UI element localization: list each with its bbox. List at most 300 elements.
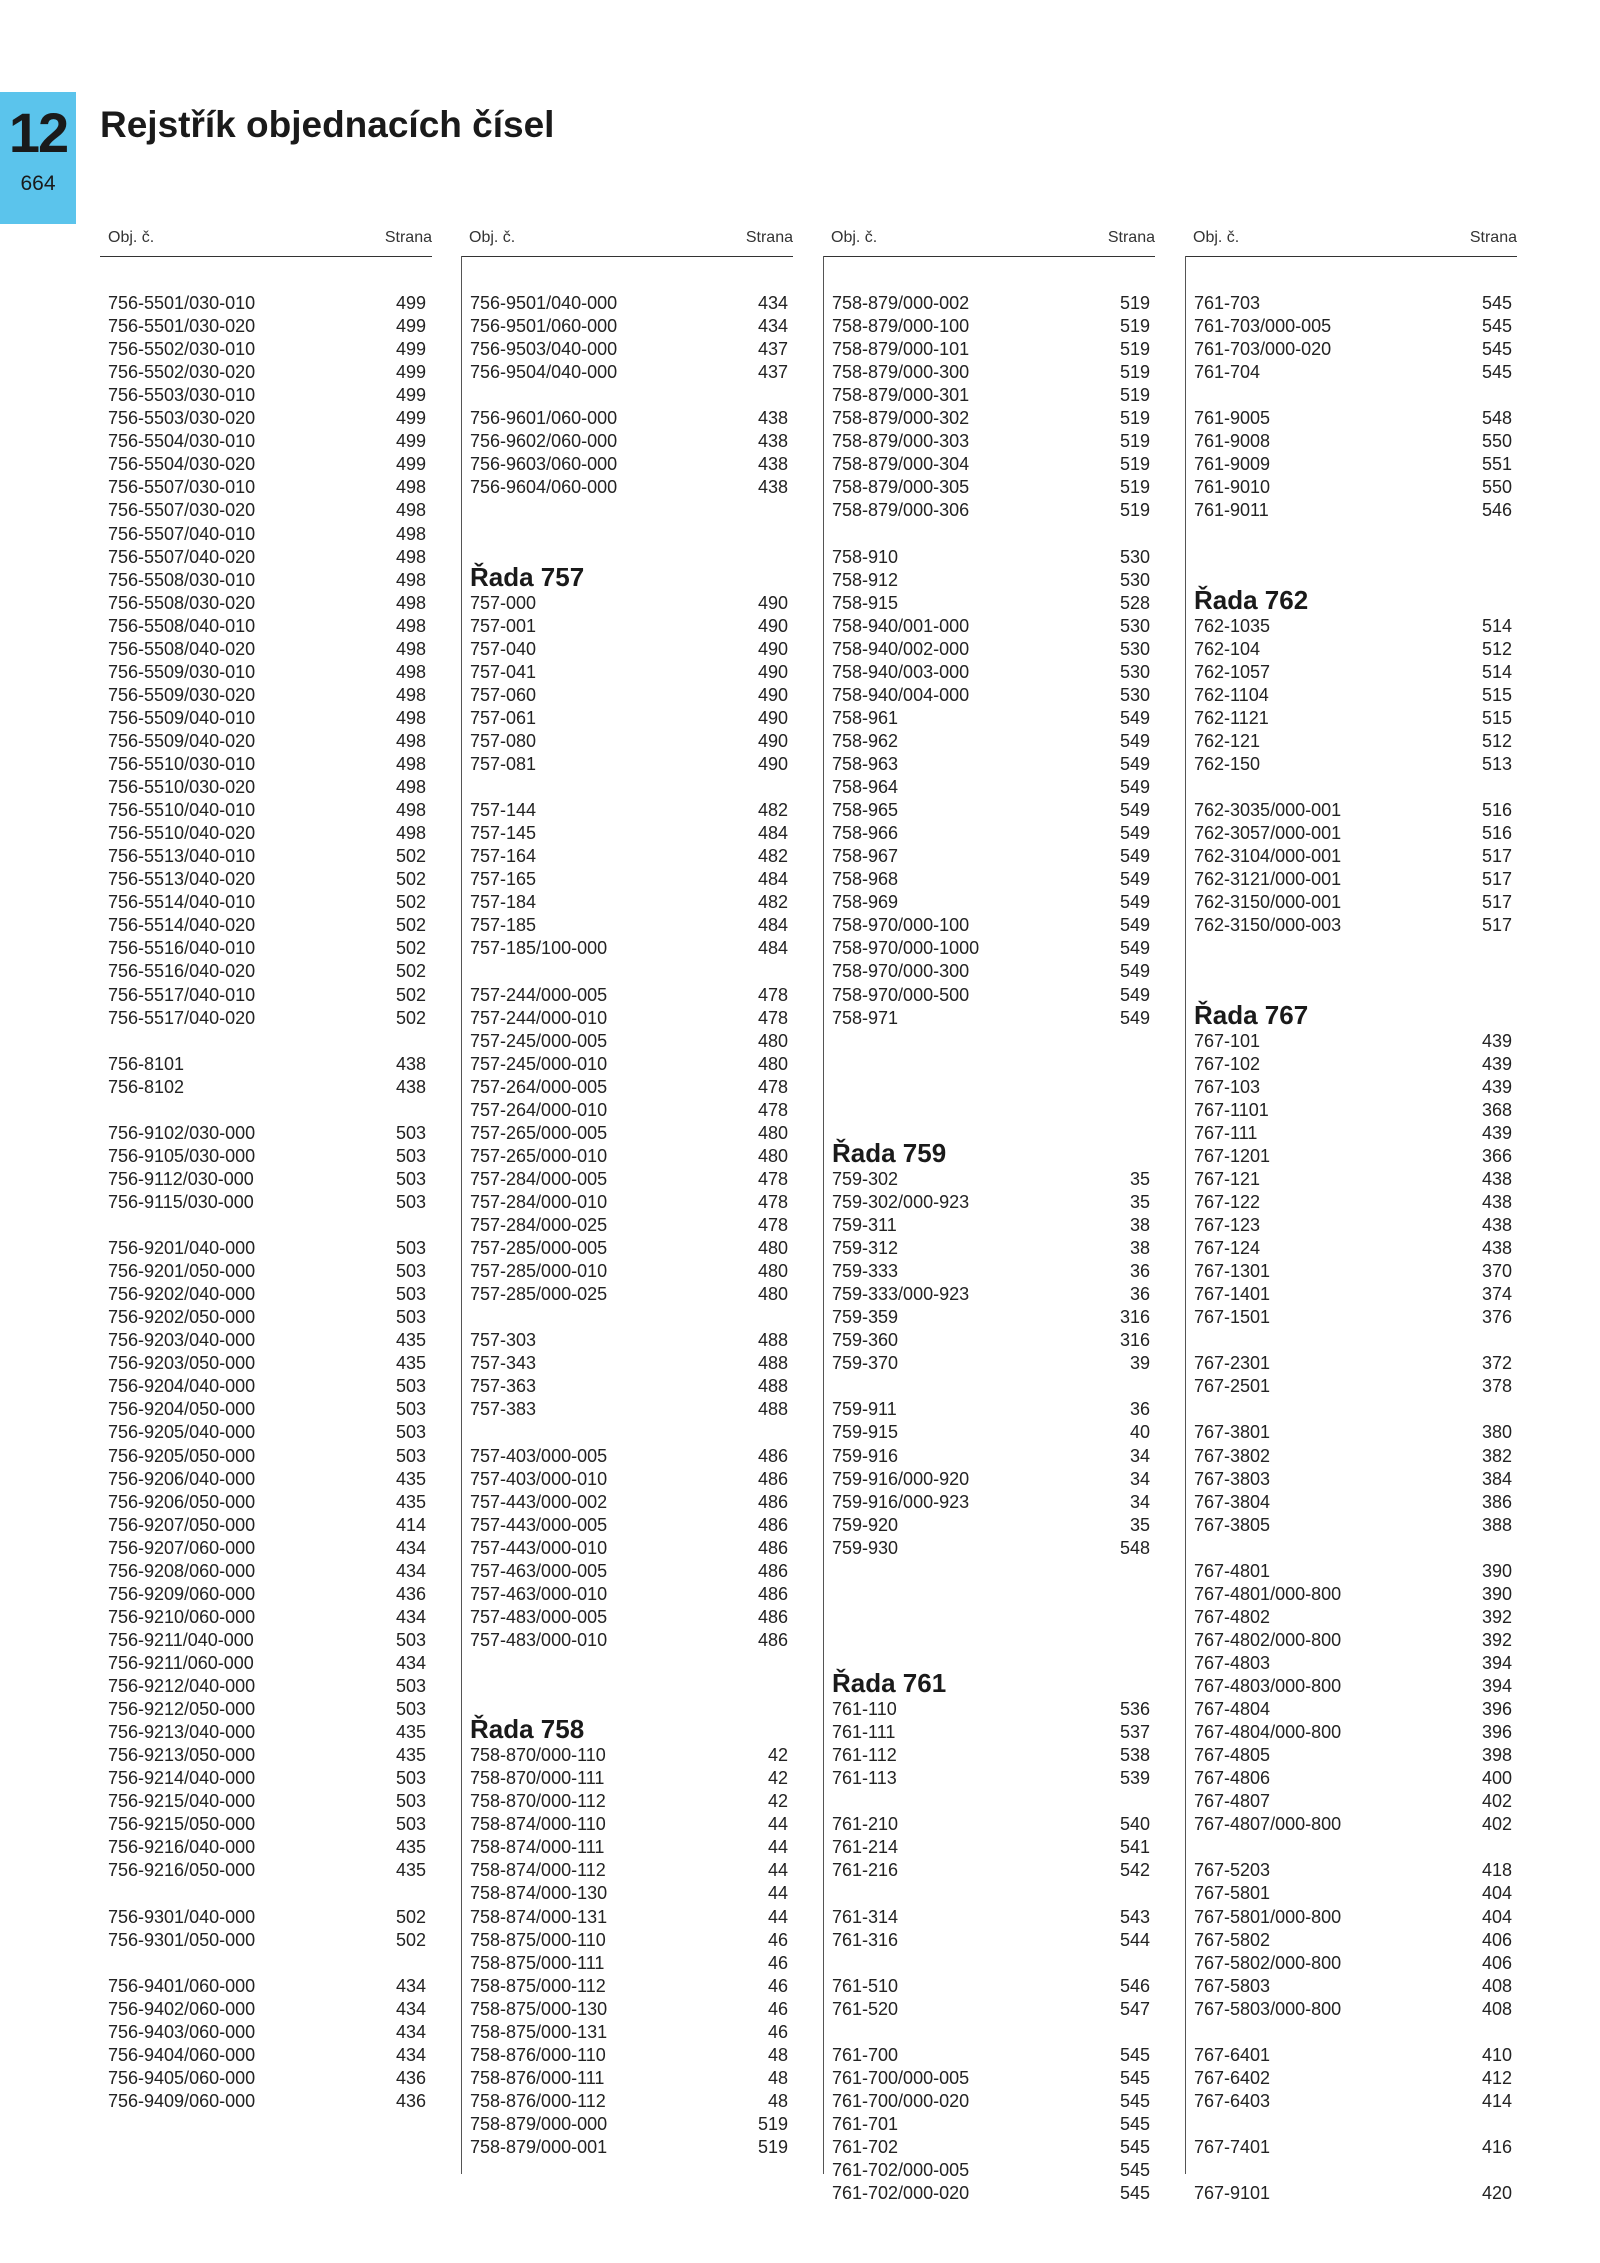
order-number: 767-7401	[1194, 2137, 1271, 2157]
page-ref: 438	[395, 1076, 426, 1097]
order-number: 767-4803/000-800	[1194, 1676, 1342, 1696]
index-row	[108, 1583, 432, 1606]
index-row	[832, 407, 1156, 430]
index-row	[470, 753, 794, 776]
page-ref: 414	[1481, 2090, 1512, 2111]
order-number: 761-314	[832, 1906, 899, 1927]
order-number: 767-4807	[1194, 1791, 1271, 1812]
index-row	[1194, 1952, 1518, 1975]
order-number: 756-9211/060-000	[108, 1652, 254, 1673]
header-page-label: Strana	[745, 229, 793, 246]
page-ref: 488	[757, 1376, 788, 1397]
page-ref: 486	[757, 1583, 788, 1604]
index-row	[108, 960, 432, 983]
order-number: 756-9206/050-000	[108, 1491, 256, 1512]
index-row	[1194, 1882, 1518, 1905]
page-ref: 498	[395, 707, 426, 728]
index-row	[108, 1421, 432, 1444]
index-row	[832, 1007, 1156, 1030]
page-ref: 549	[1119, 984, 1150, 1005]
order-number: 761-9005	[1194, 408, 1271, 429]
order-number: 756-5514/040-010	[108, 892, 256, 913]
page-ref: 545	[1119, 2067, 1150, 2088]
index-row	[108, 984, 432, 1007]
index-row	[1194, 753, 1518, 776]
order-number: 767-4806	[1194, 1768, 1271, 1789]
page-ref: 412	[1481, 2067, 1512, 2088]
order-number: 756-5516/040-020	[108, 961, 256, 982]
page-ref: 545	[1481, 316, 1512, 337]
order-number: 757-403/000-005	[470, 1445, 608, 1466]
index-row	[470, 407, 794, 430]
order-number: 767-6403	[1194, 2090, 1271, 2111]
index-row	[470, 1952, 794, 1975]
page-ref: 546	[1481, 500, 1512, 521]
index-row	[832, 1306, 1156, 1329]
order-number: 758-940/003-000	[832, 661, 970, 682]
index-row	[108, 1168, 432, 1191]
page-ref: 502	[395, 984, 426, 1005]
order-number: 758-875/000-111	[470, 1952, 605, 1973]
page-ref: 436	[395, 1583, 426, 1604]
order-number: 756-9204/040-000	[108, 1376, 256, 1397]
index-row	[1194, 1998, 1518, 2021]
order-number: 756-9301/040-000	[108, 1906, 256, 1927]
index-row	[1194, 845, 1518, 868]
index-row	[1194, 430, 1518, 453]
index-row	[470, 2090, 794, 2113]
page-ref: 478	[757, 984, 788, 1005]
page-ref: 549	[1119, 915, 1150, 936]
page-ref: 435	[395, 1722, 426, 1743]
index-row	[832, 753, 1156, 776]
index-row	[832, 1998, 1156, 2021]
page-ref: 549	[1119, 800, 1150, 821]
index-row	[470, 1445, 794, 1468]
index-row	[832, 292, 1156, 315]
index-row	[1194, 868, 1518, 891]
page-ref: 439	[1481, 1076, 1512, 1097]
order-number: 756-5501/030-020	[108, 316, 256, 337]
index-row	[108, 384, 432, 407]
order-number: 756-9203/040-000	[108, 1330, 256, 1351]
index-row	[470, 430, 794, 453]
order-number: 761-9009	[1194, 454, 1271, 475]
page-ref: 386	[1481, 1491, 1512, 1512]
page-ref: 392	[1481, 1606, 1512, 1627]
order-number: 756-5507/040-020	[108, 546, 256, 567]
order-number: 767-6402	[1194, 2067, 1271, 2088]
index-row	[1194, 1721, 1518, 1744]
index-row	[1194, 1445, 1518, 1468]
index-row	[108, 1145, 432, 1168]
order-number: 759-911	[832, 1399, 897, 1420]
index-row	[832, 2044, 1156, 2067]
page-ref: 549	[1119, 846, 1150, 867]
order-number: 767-101	[1194, 1030, 1261, 1051]
order-number: 757-164	[470, 846, 537, 867]
page-ref: 394	[1481, 1676, 1512, 1696]
order-number: 756-9504/040-000	[470, 362, 618, 383]
order-number: 767-2301	[1194, 1353, 1271, 1374]
page-ref: 545	[1119, 2113, 1150, 2134]
index-row	[470, 1906, 794, 1929]
index-row	[1194, 914, 1518, 937]
order-number: 756-9209/060-000	[108, 1583, 256, 1604]
order-number: 756-9216/050-000	[108, 1860, 256, 1881]
index-row	[470, 615, 794, 638]
page-title: Rejstřík objednacích čísel	[100, 104, 555, 145]
index-row	[108, 292, 432, 315]
order-number: 757-265/000-005	[470, 1122, 608, 1143]
index-row	[1194, 292, 1518, 315]
order-number: 759-370	[832, 1353, 899, 1374]
index-row	[1194, 1514, 1518, 1537]
index-row	[1194, 1929, 1518, 1952]
page-ref: 36	[1129, 1399, 1150, 1420]
index-row	[108, 684, 432, 707]
page-ref: 549	[1119, 869, 1150, 890]
page-ref: 502	[395, 892, 426, 913]
page-ref: 528	[1119, 592, 1150, 613]
order-number: 758-874/000-130	[470, 1883, 608, 1904]
index-row	[108, 1191, 432, 1214]
page-ref: 42	[767, 1791, 788, 1812]
column-header	[100, 225, 432, 257]
page-ref: 36	[1129, 1261, 1150, 1282]
index-row	[470, 1168, 794, 1191]
order-number: 761-112	[832, 1745, 897, 1766]
page-ref: 490	[757, 754, 788, 774]
page-ref: 480	[757, 1261, 788, 1282]
order-number: 767-9101	[1194, 2183, 1271, 2204]
index-row	[832, 338, 1156, 361]
page-ref: 486	[757, 1537, 788, 1558]
order-number: 757-443/000-010	[470, 1537, 608, 1558]
index-row	[832, 615, 1156, 638]
page-ref: 38	[1129, 1238, 1150, 1259]
order-number: 761-520	[832, 1998, 899, 2019]
order-number: 756-5501/030-010	[108, 293, 256, 313]
page-ref: 404	[1481, 1883, 1512, 1904]
page-ref: 503	[395, 1307, 426, 1328]
index-row	[1194, 407, 1518, 430]
order-number: 767-123	[1194, 1215, 1261, 1235]
order-number: 758-879/000-001	[470, 2137, 608, 2157]
page-ref: 382	[1481, 1445, 1512, 1466]
section-heading: Řada 761	[832, 1668, 947, 1698]
page-ref: 368	[1481, 1099, 1512, 1120]
index-row	[108, 1537, 432, 1560]
order-number: 767-124	[1194, 1238, 1261, 1259]
page-ref: 503	[395, 1814, 426, 1835]
page-ref: 503	[395, 1238, 426, 1259]
page-ref: 551	[1481, 454, 1512, 475]
order-number: 757-303	[470, 1330, 537, 1351]
index-row	[1194, 891, 1518, 914]
page-ref: 438	[757, 477, 788, 498]
page-ref: 498	[395, 569, 426, 590]
order-number: 756-5514/040-020	[108, 915, 256, 936]
order-number: 761-702	[832, 2137, 899, 2157]
order-number: 758-876/000-110	[470, 2044, 606, 2065]
order-number: 767-6401	[1194, 2044, 1271, 2065]
order-number: 756-5504/030-010	[108, 431, 256, 452]
index-row	[832, 1398, 1156, 1421]
index-row	[108, 799, 432, 822]
order-number: 761-703/000-020	[1194, 339, 1332, 360]
header-page-label: Strana	[1469, 229, 1517, 246]
order-number: 757-284/000-025	[470, 1215, 608, 1235]
order-number: 756-9501/060-000	[470, 316, 618, 337]
page-ref: 503	[395, 1791, 426, 1812]
page-ref: 390	[1481, 1560, 1512, 1581]
order-number: 756-9503/040-000	[470, 339, 618, 360]
order-number: 759-359	[832, 1307, 899, 1328]
index-row	[470, 1629, 794, 1652]
page-number: 664	[20, 172, 56, 195]
index-row	[470, 891, 794, 914]
page-ref: 546	[1119, 1975, 1150, 1996]
page-ref: 370	[1481, 1261, 1512, 1282]
page-ref: 502	[395, 938, 426, 959]
order-number: 762-150	[1194, 754, 1261, 774]
order-number: 761-110	[832, 1699, 897, 1720]
order-number: 758-968	[832, 869, 899, 890]
index-row	[108, 937, 432, 960]
page-ref: 484	[757, 938, 788, 959]
page-ref: 498	[395, 661, 426, 682]
page-ref: 480	[757, 1284, 788, 1305]
index-row	[1194, 476, 1518, 499]
index-row	[832, 914, 1156, 937]
index-row	[470, 822, 794, 845]
index-row	[108, 2090, 432, 2113]
index-row	[832, 638, 1156, 661]
page-ref: 46	[767, 2021, 788, 2042]
order-number: 756-9208/060-000	[108, 1560, 256, 1581]
index-row	[832, 476, 1156, 499]
page-ref: 502	[395, 1906, 426, 1927]
page-ref: 499	[395, 454, 426, 475]
column-body	[823, 256, 1156, 2204]
page-ref: 434	[395, 1560, 426, 1581]
index-row	[832, 1329, 1156, 1352]
page-ref: 436	[395, 2067, 426, 2088]
order-number: 757-284/000-010	[470, 1191, 608, 1212]
index-row	[108, 2067, 432, 2090]
index-row	[1194, 1352, 1518, 1375]
order-number: 767-5203	[1194, 1860, 1271, 1881]
page-ref: 439	[1481, 1030, 1512, 1051]
order-number: 758-876/000-112	[470, 2090, 606, 2111]
order-number: 756-9405/060-000	[108, 2067, 256, 2088]
page-ref: 435	[395, 1330, 426, 1351]
index-row	[832, 845, 1156, 868]
index-row	[1194, 730, 1518, 753]
order-number: 756-8101	[108, 1053, 185, 1074]
order-number: 756-5509/040-010	[108, 707, 256, 728]
index-row	[832, 1975, 1156, 1998]
page-ref: 503	[395, 1145, 426, 1166]
page-ref: 434	[395, 1606, 426, 1627]
order-number: 761-702/000-005	[832, 2160, 970, 2181]
index-column-2	[461, 225, 793, 2157]
order-number: 756-9202/050-000	[108, 1307, 256, 1328]
order-number: 756-9215/040-000	[108, 1791, 256, 1812]
page-ref: 503	[395, 1122, 426, 1143]
page-ref: 480	[757, 1145, 788, 1166]
order-number: 758-961	[832, 707, 899, 728]
index-row	[470, 1191, 794, 1214]
page-ref: 503	[395, 1399, 426, 1420]
order-number: 756-5509/040-020	[108, 730, 256, 751]
order-number: 761-700/000-005	[832, 2067, 970, 2088]
index-row	[832, 960, 1156, 983]
order-number: 759-915	[832, 1422, 899, 1443]
order-number: 762-3035/000-001	[1194, 800, 1342, 821]
order-number: 758-879/000-100	[832, 316, 970, 337]
order-number: 767-4801	[1194, 1560, 1271, 1581]
order-number: 756-5513/040-010	[108, 846, 256, 867]
page-ref: 35	[1129, 1191, 1150, 1212]
page-ref: 48	[767, 2044, 788, 2065]
order-number: 756-9409/060-000	[108, 2090, 256, 2111]
page-ref: 498	[395, 800, 426, 821]
page-ref: 548	[1119, 1537, 1150, 1558]
index-row	[832, 868, 1156, 891]
index-row	[470, 868, 794, 891]
index-row	[108, 1398, 432, 1421]
page-ref: 519	[1119, 339, 1150, 360]
page-ref: 545	[1481, 362, 1512, 383]
order-number: 758-967	[832, 846, 899, 867]
index-row	[470, 1975, 794, 1998]
index-row	[470, 661, 794, 684]
page-ref: 549	[1119, 938, 1150, 959]
order-number: 757-284/000-005	[470, 1168, 608, 1189]
page-ref: 36	[1129, 1284, 1150, 1305]
page-ref: 519	[1119, 362, 1150, 383]
index-row	[832, 361, 1156, 384]
page-ref: 530	[1119, 638, 1150, 659]
index-row	[108, 476, 432, 499]
page-ref: 438	[1481, 1215, 1512, 1235]
index-row	[108, 707, 432, 730]
page-ref: 498	[395, 777, 426, 798]
order-number: 761-214	[832, 1837, 899, 1858]
order-number: 767-4807/000-800	[1194, 1814, 1342, 1835]
page-ref: 519	[757, 2113, 788, 2134]
order-number: 757-245/000-010	[470, 1053, 608, 1074]
page-ref: 519	[1119, 431, 1150, 452]
page-ref: 499	[395, 362, 426, 383]
page-ref: 482	[757, 800, 788, 821]
page-ref: 478	[757, 1191, 788, 1212]
page-ref: 519	[1119, 454, 1150, 475]
index-row	[470, 1790, 794, 1813]
index-row	[108, 1260, 432, 1283]
page-ref: 35	[1129, 1168, 1150, 1189]
order-number: 757-264/000-005	[470, 1076, 608, 1097]
index-row	[1194, 1606, 1518, 1629]
page-ref: 478	[757, 1168, 788, 1189]
order-number: 756-5502/030-010	[108, 339, 256, 360]
order-number: 761-703	[1194, 293, 1261, 313]
index-row	[832, 1352, 1156, 1375]
page-ref: 503	[395, 1261, 426, 1282]
page-ref: 42	[767, 1745, 788, 1766]
page-ref: 366	[1481, 1145, 1512, 1166]
index-row	[1194, 1421, 1518, 1444]
index-row	[1194, 2067, 1518, 2090]
index-row	[1194, 1790, 1518, 1813]
index-row	[108, 868, 432, 891]
index-row	[470, 1329, 794, 1352]
page-ref: 46	[767, 1998, 788, 2019]
index-row	[108, 1859, 432, 1882]
index-row	[1194, 1145, 1518, 1168]
order-number: 758-940/004-000	[832, 684, 970, 705]
order-number: 767-3805	[1194, 1514, 1271, 1535]
index-row	[832, 1906, 1156, 1929]
order-number: 758-970/000-300	[832, 961, 970, 982]
order-number: 756-9102/030-000	[108, 1122, 256, 1143]
index-row	[1194, 684, 1518, 707]
order-number: 757-000	[470, 592, 537, 613]
index-row	[1194, 1191, 1518, 1214]
order-number: 758-910	[832, 546, 899, 567]
page-ref: 434	[757, 316, 788, 337]
page-ref: 549	[1119, 730, 1150, 751]
index-row	[470, 1352, 794, 1375]
page-ref: 438	[757, 431, 788, 452]
index-row	[470, 1468, 794, 1491]
header-code-label: Obj. č.	[108, 229, 155, 246]
order-number: 761-9008	[1194, 431, 1271, 452]
index-row	[1194, 661, 1518, 684]
index-row	[470, 1214, 794, 1237]
order-number: 759-920	[832, 1514, 899, 1535]
page-ref: 503	[395, 1445, 426, 1466]
order-number: 761-9011	[1194, 500, 1269, 521]
chapter-tab	[0, 92, 76, 224]
index-row	[470, 1283, 794, 1306]
page-ref: 396	[1481, 1699, 1512, 1720]
page-ref: 547	[1119, 1998, 1150, 2019]
order-number: 756-5510/040-020	[108, 823, 256, 844]
index-row	[470, 707, 794, 730]
header-page-label: Strana	[384, 229, 432, 246]
index-row	[470, 638, 794, 661]
index-row	[1194, 1698, 1518, 1721]
page-ref: 46	[767, 1952, 788, 1973]
index-row	[1194, 1744, 1518, 1767]
page-ref: 502	[395, 915, 426, 936]
page-ref: 550	[1481, 477, 1512, 498]
index-row	[1194, 1237, 1518, 1260]
order-number: 757-285/000-025	[470, 1284, 608, 1305]
index-row	[1194, 2136, 1518, 2159]
page-ref: 502	[395, 961, 426, 982]
index-row	[832, 1859, 1156, 1882]
index-column-3	[823, 225, 1155, 2204]
page-ref: 498	[395, 684, 426, 705]
page-ref: 438	[757, 454, 788, 475]
page-ref: 396	[1481, 1722, 1512, 1743]
order-number: 756-9212/040-000	[108, 1676, 256, 1696]
page-ref: 434	[395, 1537, 426, 1558]
